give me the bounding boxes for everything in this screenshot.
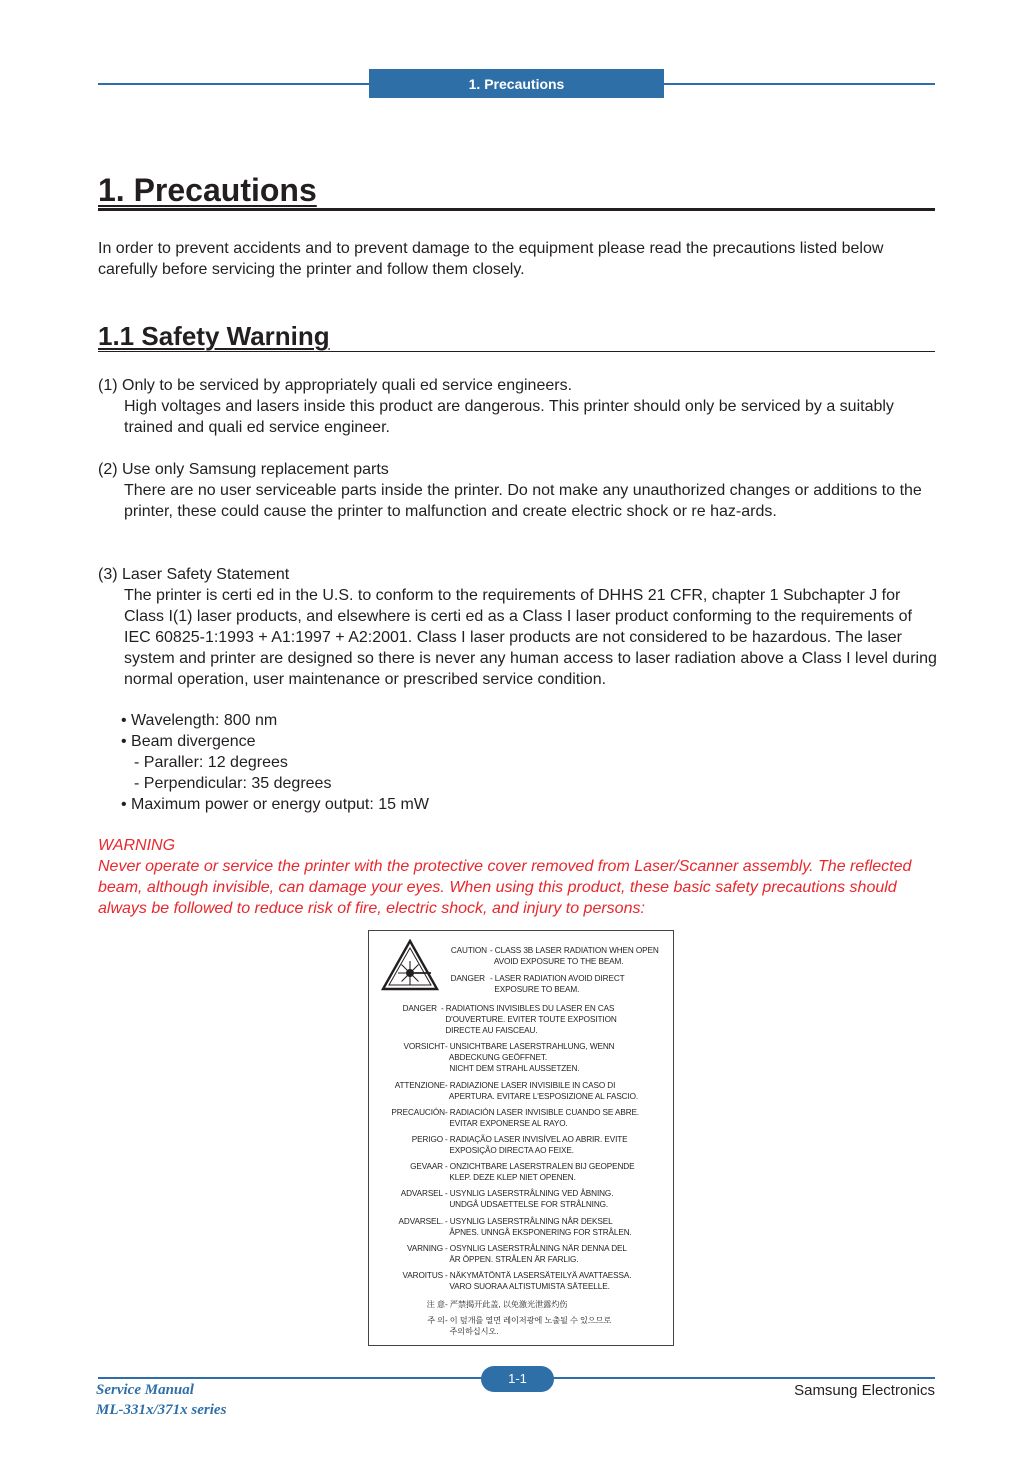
spec-beam: • Beam divergence (121, 733, 256, 750)
label-key: DANGER (402, 1004, 437, 1013)
warning-heading: WARNING (98, 837, 176, 854)
label-key: GEVAAR (410, 1162, 443, 1171)
spec-paraller: - Paraller: 12 degrees (134, 754, 288, 771)
safety-item-body: There are no user serviceable parts inside the printer. Do not make any unauthorized changes or additions to the printer, these could cause the printer to malfunction and create electric shock or re haz-ards. (124, 482, 922, 520)
label-text: - USYNLIG LASERSTRÅLNING VED ÅBNING. UNDGÅ UDSAETTELSE FOR STRÅLNING. (445, 1189, 614, 1209)
laser-specs (121, 710, 429, 815)
safety-item-1 (98, 375, 938, 438)
label-text: - 이 덮개를 열면 레이저광에 노출될 수 있으므로 주의하십시오. (445, 1316, 612, 1336)
safety-item-body: High voltages and lasers inside this product are dangerous. This printer should only be serviced by a suitably trained and quali ed service engineer. (124, 398, 894, 436)
intro-paragraph: In order to prevent accidents and to prevent damage to the equipment please read the precautions listed below carefully before servicing the printer and follow them closely. (98, 240, 884, 278)
spec-perpendicular: - Perpendicular: 35 degrees (134, 775, 332, 792)
label-text: - NÄKYMÄTÖNTÄ LASERSÄTEILYÄ AVATTAESSA. VARO SUORAA ALTISTUMISTA SÄTEELLE. (445, 1271, 632, 1291)
safety-item-2 (98, 459, 938, 522)
safety-item-title: (2) Use only Samsung replacement parts (98, 461, 389, 478)
company-name: Samsung Electronics (794, 1382, 935, 1399)
header-rule-left (98, 83, 370, 85)
manual-title-line1: Service Manual (96, 1382, 194, 1398)
label-text: - RADIAZIONE LASER INVISIBILE IN CASO DI APERTURA. EVITARE L'ESPOSIZIONE AL FASCIO. (445, 1081, 639, 1101)
label-key: ADVARSEL. (398, 1217, 443, 1226)
manual-title-line2: ML-331x/371x series (96, 1402, 227, 1418)
label-text: - RADIATIONS INVISIBLES DU LASER EN CAS D'OUVERTURE. EVITER TOUTE EXPOSITION DIRECTE AU FAISCEAU. (441, 1004, 617, 1035)
footer-rule-left (98, 1377, 482, 1379)
footer-rule-right (553, 1377, 935, 1379)
label-text: - UNSICHTBARE LASERSTRAHLUNG, WENN ABDECKUNG GEÖFFNET. NICHT DEM STRAHL AUSSETZEN. (445, 1042, 615, 1073)
page-number: 1-1 (481, 1366, 554, 1392)
label-text: - RADIAÇÃO LASER INVISÍVEL AO ABRIR. EVITE EXPOSIÇÃO DIRECTA AO FEIXE. (445, 1135, 628, 1155)
label-text: - USYNLIG LASERSTRÅLNING NÅR DEKSEL ÅPNES. UNNGÅ EKSPONERING FOR STRÅLEN. (445, 1217, 632, 1237)
spec-wavelength: • Wavelength: 800 nm (121, 712, 278, 729)
label-text: - OSYNLIG LASERSTRÅLNING NÄR DENNA DEL ÄR ÖPPEN. STRÅLEN ÄR FARLIG. (445, 1244, 627, 1264)
label-key: ADVARSEL (400, 1189, 443, 1198)
label-key: DANGER (450, 974, 485, 983)
label-key: 注 意 (426, 1300, 445, 1309)
safety-item-title: (3) Laser Safety Statement (98, 566, 290, 583)
spec-power: • Maximum power or energy output: 15 mW (121, 796, 429, 813)
header-rule-right (664, 83, 935, 85)
label-key: PERIGO (411, 1135, 443, 1144)
label-key: VORSICHT (403, 1042, 445, 1051)
label-text: - ONZICHTBARE LASERSTRALEN BIJ GEOPENDE KLEP. DEZE KLEP NIET OPENEN. (445, 1162, 635, 1182)
label-key: PRECAUCIÓN (391, 1108, 445, 1117)
label-text: - RADIACIÓN LASER INVISIBLE CUANDO SE ABRE. EVITAR EXPONERSE AL RAYO. (445, 1108, 640, 1128)
label-key: VAROITUS (402, 1271, 443, 1280)
label-key: ATTENZIONE (394, 1081, 445, 1090)
page-title: 1. Precautions (98, 172, 935, 211)
manual-title (96, 1380, 226, 1420)
safety-item-title: (1) Only to be serviced by appropriately quali ed service engineers. (98, 377, 573, 394)
warning-text: Never operate or service the printer with the protective cover removed from Laser/Scanner assembly. The reflected beam, although invisible, can damage your eyes. When using this product, these basic safety precautions should always be followed to reduce risk of fire, electric shock, and injury to persons: (98, 858, 912, 917)
label-key: VARNING (407, 1244, 443, 1253)
safety-item-3 (98, 564, 938, 690)
label-text: - LASER RADIATION AVOID DIRECT EXPOSURE TO BEAM. (490, 974, 625, 994)
safety-item-body: The printer is certi ed in the U.S. to conform to the requirements of DHHS 21 CFR, chapter 1 Subchapter J for Class I(1) laser products, and elsewhere is certi ed as a Class I laser product conforming to the requirements of IEC 60825-1:1993 + A1:1997 + A2:2001. Class I laser products are not considered to be hazardous. The laser system and printer are designed so there is never any human access to laser radiation above a Class I level during normal operation, user maintenance or prescribed service condition. (124, 587, 937, 688)
label-text: - 严禁揭开此盖, 以免激光泄露灼伤 (445, 1300, 568, 1309)
header-tab: 1. Precautions (369, 69, 664, 98)
label-text: - CLASS 3B LASER RADIATION WHEN OPEN AVOID EXPOSURE TO THE BEAM. (490, 946, 659, 966)
section-title: 1.1 Safety Warning (98, 321, 935, 352)
laser-caution-label (368, 930, 674, 1346)
warning-block (98, 835, 938, 919)
label-key: CAUTION (450, 946, 487, 955)
label-key: 주 의 (427, 1316, 445, 1325)
